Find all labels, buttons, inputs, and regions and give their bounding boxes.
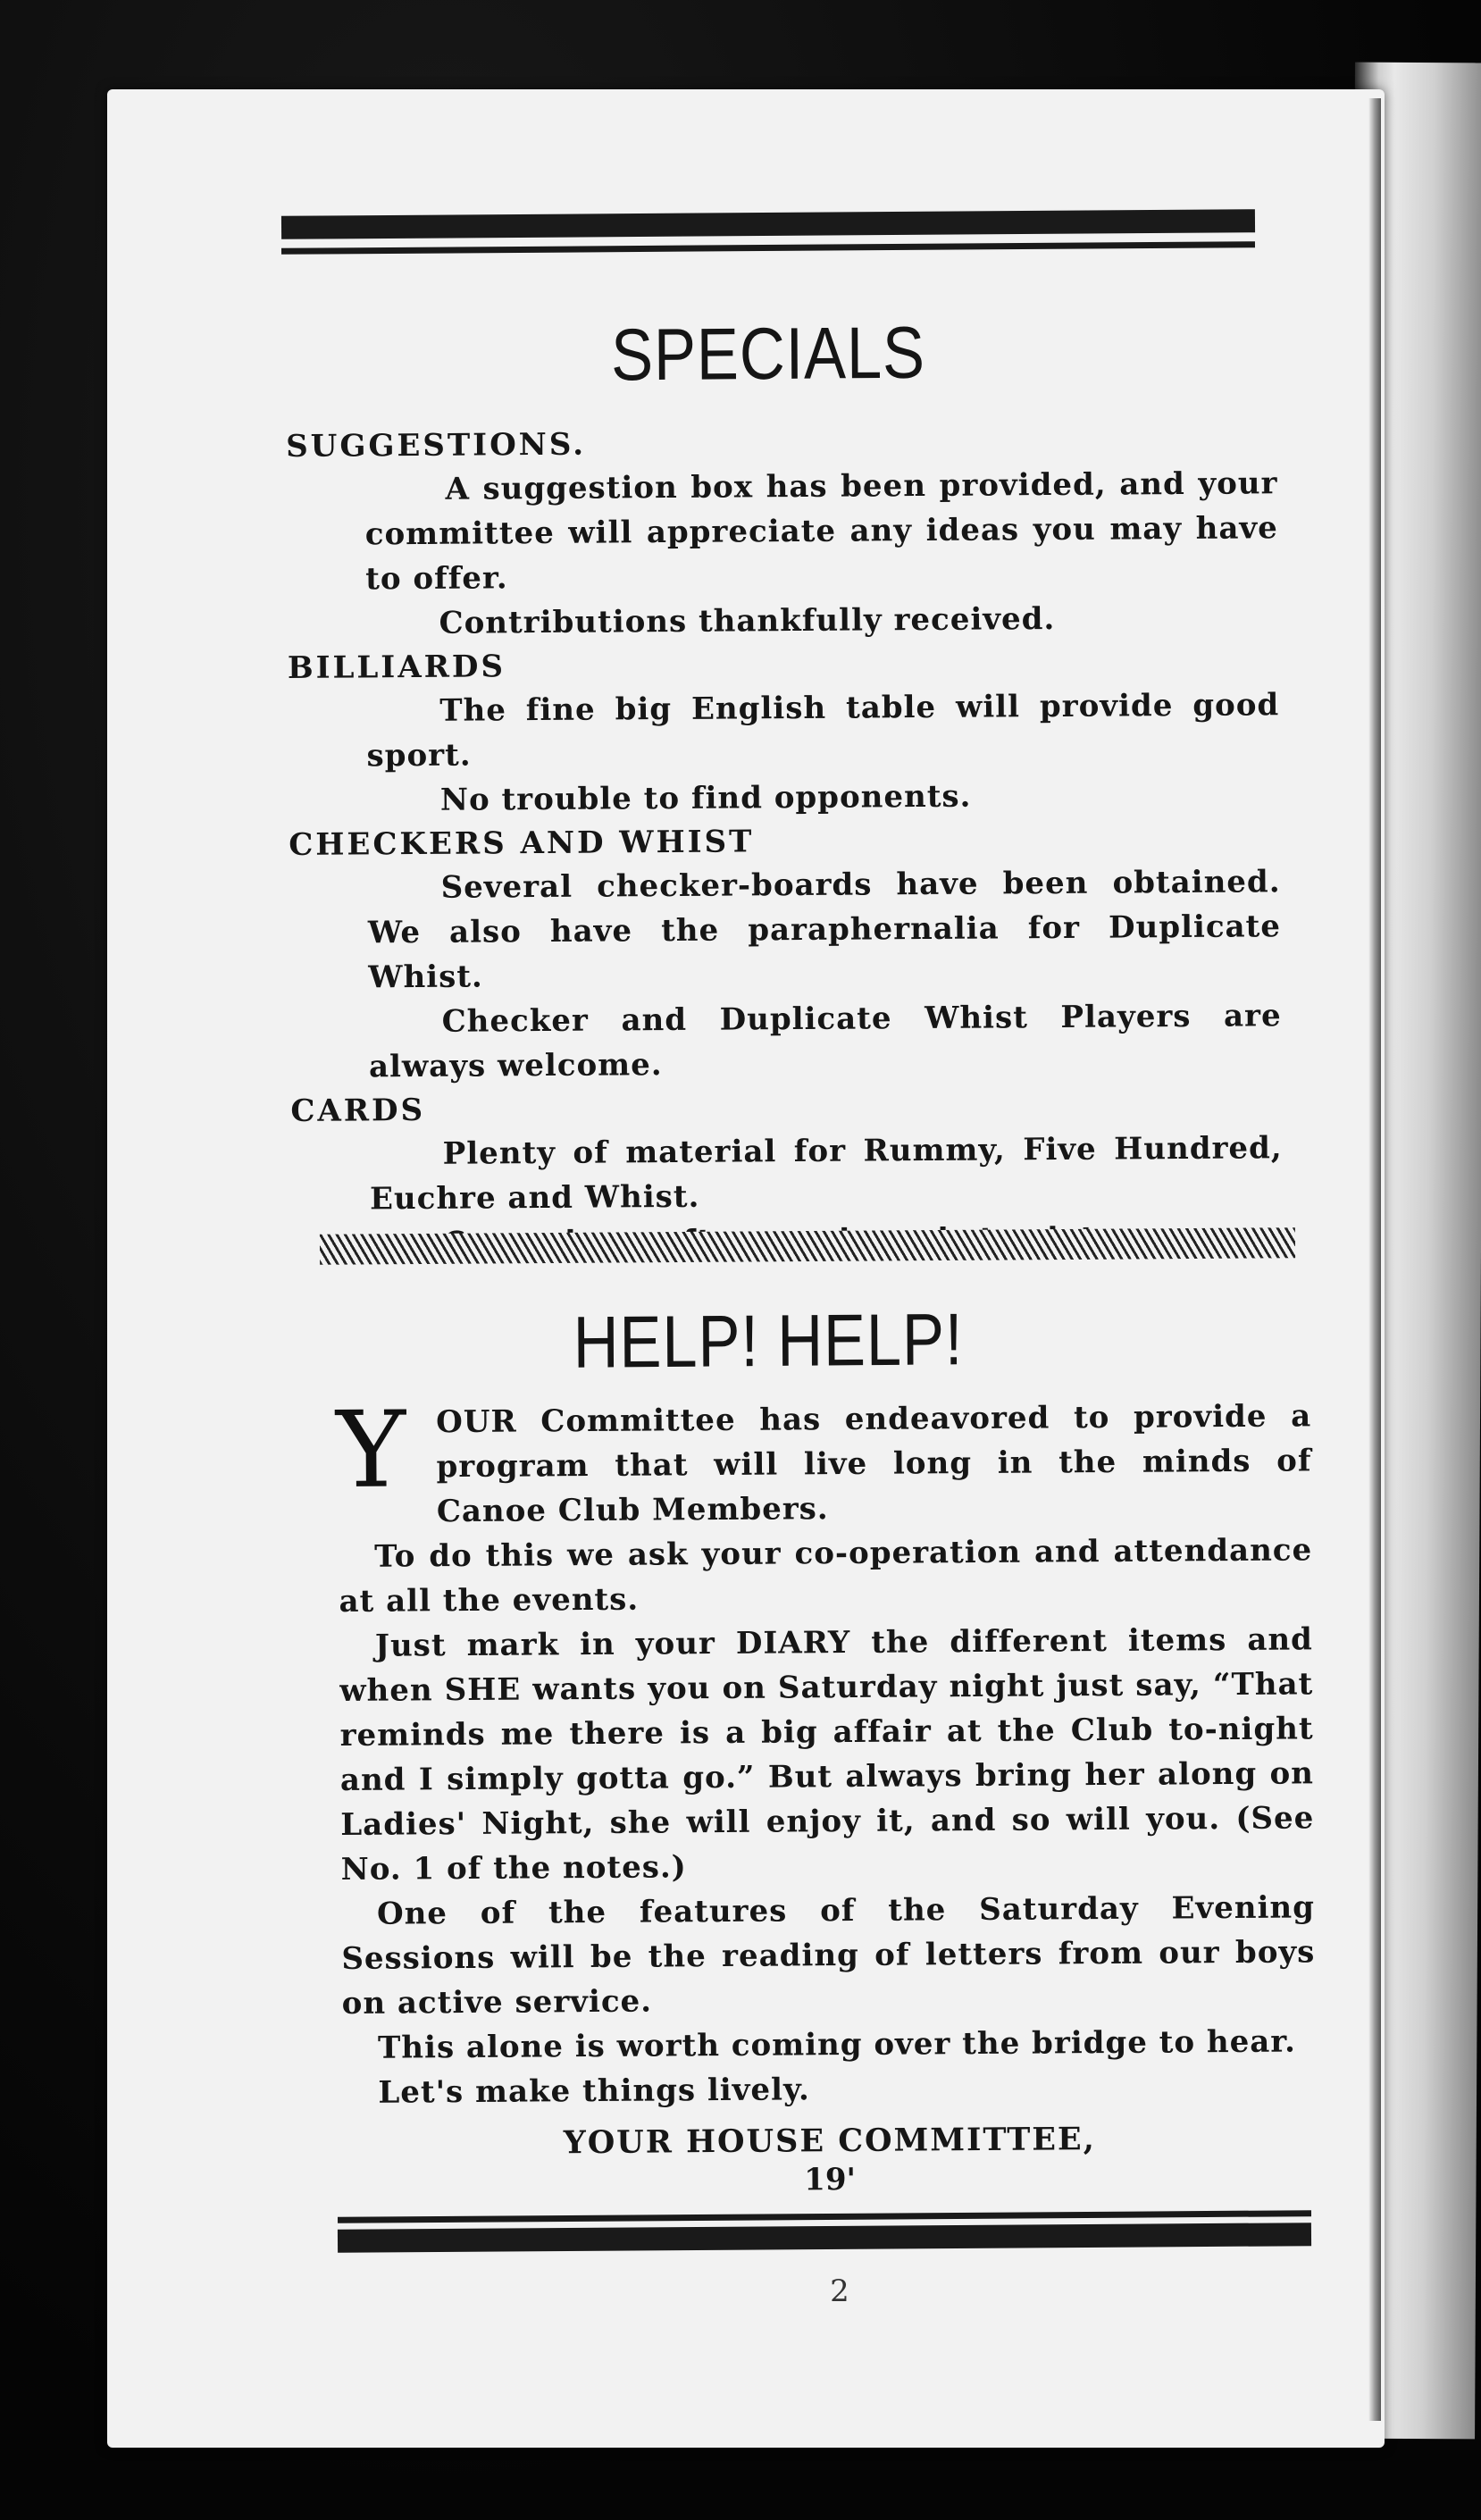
section-heading: SUGGESTIONS. — [286, 426, 587, 465]
specials-content — [286, 418, 1284, 1267]
section-paragraph: The fine big English table will provide good sport. — [366, 687, 1280, 774]
section-paragraph: Contributions thankfully received. — [439, 600, 1056, 641]
section-paragraph: Checker and Duplicate Whist Players are always welcome. — [368, 998, 1282, 1085]
help-paragraph: One of the features of the Saturday Evening Sessions will be the reading of letters from our boys on active service. — [341, 1889, 1316, 2022]
section-heading: BILLIARDS — [287, 649, 506, 686]
section-heading: CHECKERS AND WHIST — [289, 824, 755, 863]
signature-year: 19' — [804, 2161, 857, 2198]
section-paragraph: Several checker-boards have been obtained. We also have the paraphernalia for Duplicate Whist. — [367, 864, 1282, 996]
section-checkers-whist — [289, 816, 1282, 1090]
page-number: 2 — [830, 2273, 849, 2309]
help-paragraph: This alone is worth coming over the bridge to hear. — [377, 2023, 1297, 2066]
help-paragraph: To do this we ask your co-operation and attendance at all the events. — [339, 1532, 1313, 1620]
help-paragraph: Just mark in your DIARY the different items and when SHE wants you on Saturday night just say, “That reminds me there is a big affair at the Club to-night and I simply gotta go.” But always bring her along on Ladies' Night, she will enjoy it, and so will you. (See No. 1 of the notes.) — [339, 1621, 1315, 1888]
help-paragraph: Let's make things lively. — [378, 2072, 810, 2111]
specials-title: SPECIALS — [610, 312, 926, 397]
section-heading: CARDS — [290, 1092, 426, 1129]
section-paragraph: A suggestion box has been provided, and your committee will appreciate any ideas you may have to offer. — [364, 465, 1278, 598]
section-paragraph: Plenty of material for Rummy, Five Hundred, Euchre and Whist. — [369, 1130, 1283, 1218]
section-suggestions — [286, 418, 1279, 647]
section-billiards — [288, 640, 1280, 824]
help-title: HELP! HELP! — [573, 1299, 964, 1384]
help-intro — [335, 1387, 1312, 1535]
signature: YOUR HOUSE COMMITTEE, — [563, 2121, 1096, 2162]
section-paragraph: No trouble to find opponents. — [439, 778, 972, 818]
help-intro-text: OUR Committee has endeavored to provide a program that will live long in the minds of Canoe Club Members. — [436, 1398, 1312, 1530]
help-content — [335, 1387, 1317, 2201]
drop-cap: Y — [335, 1387, 406, 1512]
